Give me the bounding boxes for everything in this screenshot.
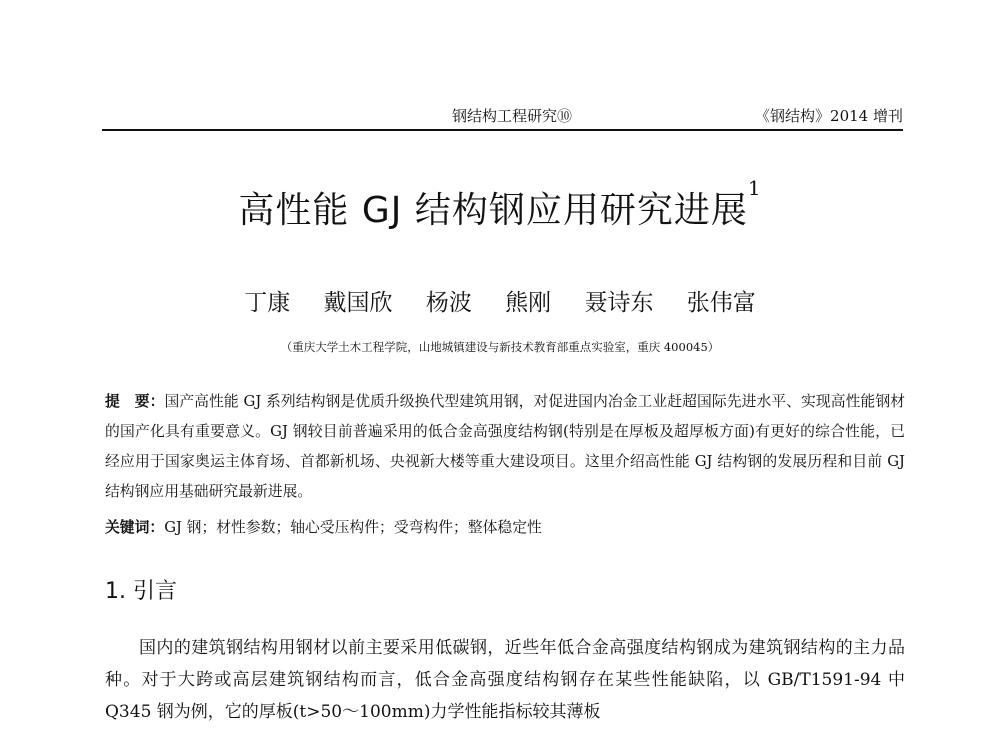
header-journal-label: 《钢结构》2014 增刊 [755, 107, 903, 125]
section-heading: 1. 引言 [105, 579, 177, 604]
abstract-label: 提 要： [105, 393, 165, 410]
author-name: 丁康 [244, 290, 291, 316]
affiliation: （重庆大学土木工程学院，山地城镇建设与新技术教育部重点实验室，重庆 400045） [280, 340, 720, 354]
keywords-label: 关键词： [105, 519, 165, 536]
title-footnote-mark: 1 [747, 176, 762, 200]
header-series-label: 钢结构工程研究⑩ [452, 107, 573, 125]
paper-title [0, 176, 1000, 233]
author-list [0, 284, 1000, 317]
author-name: 聂诗东 [584, 290, 654, 316]
running-header [102, 99, 903, 131]
author-name: 张伟富 [686, 290, 756, 316]
author-name: 杨波 [425, 290, 472, 316]
abstract [105, 387, 905, 507]
body-paragraph: 国内的建筑钢结构用钢材以前主要采用低碳钢，近些年低合金高强度结构钢成为建筑钢结构的主力品种。对于大跨或高层建筑钢结构而言，低合金高强度结构钢存在某些性能缺陷，以 GB/T1591-94 中 Q345 钢为例，它的厚板(t>50～100mm)力学性能指标较其薄板 [105, 638, 905, 722]
author-name: 熊刚 [505, 290, 552, 316]
keywords-text: GJ 钢；材性参数；轴心受压构件；受弯构件；整体稳定性 [164, 519, 542, 536]
paper-title-text: 高性能 GJ 结构钢应用研究进展 [238, 190, 748, 231]
keywords [105, 516, 905, 537]
abstract-text: 国产高性能 GJ 系列结构钢是优质升级换代型建筑用钢，对促进国内冶金工业赶超国际先进水平、实现高性能钢材的国产化具有重要意义。GJ 钢较目前普遍采用的低合金高强度结构钢(特别是在厚板及超厚板方面)有更好的综合性能，已经应用于国家奥运主体育场、首都新机场、央视新大楼等重大建设项目。这里介绍高性能 GJ 结构钢的发展历程和目前 GJ 结构钢应用基础研究最新进展。 [105, 393, 905, 500]
author-name: 戴国欣 [323, 290, 393, 316]
